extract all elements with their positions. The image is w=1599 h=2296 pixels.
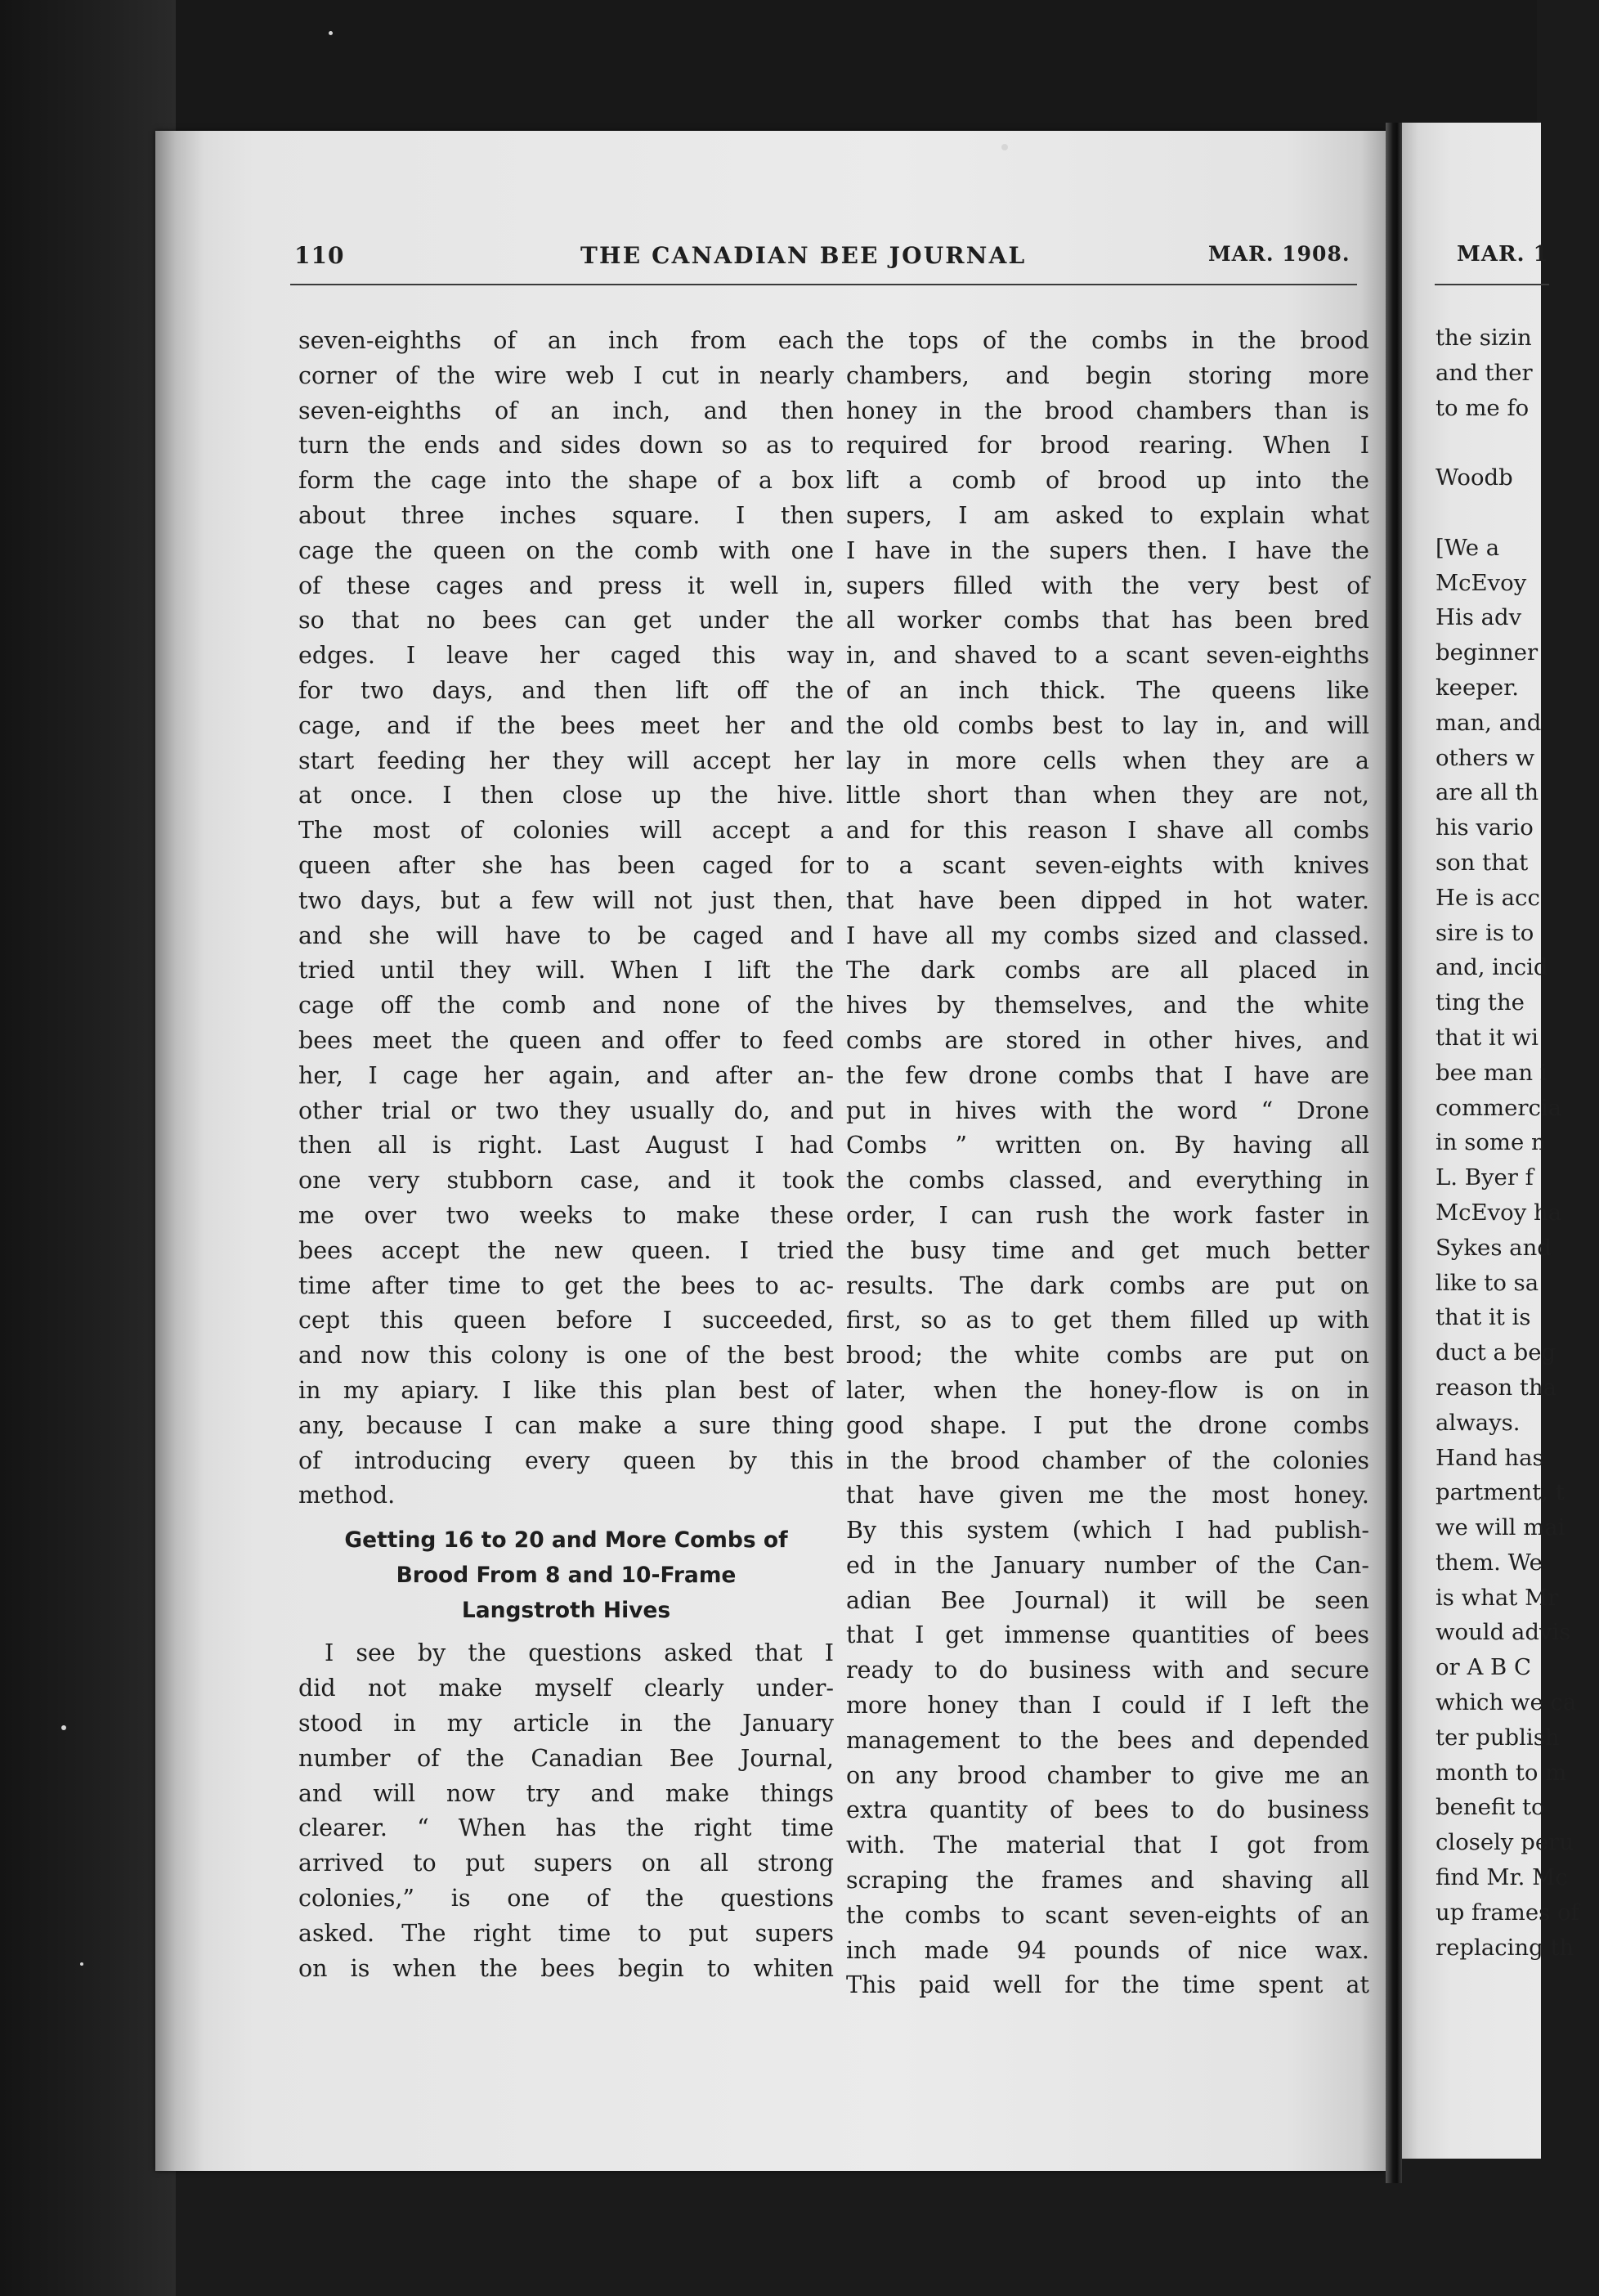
text-line: combs are stored in other hives, and [846,1026,1369,1054]
text-line: chambers, and begin storing more [846,361,1369,389]
facing-page-line: son that [1436,849,1529,876]
text-line: of introducing every queen by this [298,1446,834,1474]
facing-page-column [1436,321,1599,1965]
text-line: the combs classed, and everything in [846,1167,1369,1195]
text-line: supers, I am asked to explain what [846,501,1369,529]
facing-page-line: others w [1436,744,1535,771]
scanner-background-left [0,0,176,2296]
text-line: I have all my combs sized and classed. [846,922,1369,949]
text-line: Combs ” written on. By having all [846,1132,1369,1159]
text-line: results. The dark combs are put on [846,1271,1369,1299]
facing-page-line: sire is to [1436,919,1534,946]
text-line: lift a comb of brood up into the [846,467,1369,495]
facing-page-line: them. We [1436,1549,1543,1576]
text-line: number of the Canadian Bee Journal, [298,1744,834,1772]
facing-page-line: reason tha [1436,1374,1557,1401]
text-line: in the brood chamber of the colonies [846,1446,1369,1474]
text-line: I see by the questions asked that I [325,1639,834,1667]
facing-page-line: replacing th [1436,1934,1574,1961]
text-line: in my apiary. I like this plan best of [298,1376,834,1404]
facing-page-line: is what Mr [1436,1584,1559,1611]
text-line: ed in the January number of the Can- [846,1551,1369,1579]
text-line: on is when the bees begin to whiten [298,1954,834,1982]
facing-page-line: ter publish [1436,1724,1560,1751]
text-line: her, I cage her again, and after an- [298,1061,834,1089]
text-line: the tops of the combs in the brood [846,327,1369,354]
section-heading-line: Langstroth Hives [461,1597,671,1623]
text-line: the combs to scant seven-eights of an [846,1901,1369,1929]
facing-page-line: which we ca [1436,1689,1577,1716]
text-line: honey in the brood chambers than is [846,397,1369,424]
text-line: supers filled with the very best of [846,572,1369,599]
facing-page-line: that it wi [1436,1024,1539,1051]
text-line: the busy time and get much better [846,1236,1369,1264]
journal-title: THE CANADIAN BEE JOURNAL [580,242,1027,269]
text-line: turn the ends and sides down so as to [298,432,834,460]
facing-page-line: find Mr. Mc [1436,1864,1568,1891]
facing-page-line: closely peru [1436,1829,1574,1856]
dust-speck [1001,144,1008,150]
text-line: required for brood rearing. When I [846,432,1369,460]
text-line: that I get immense quantities of bees [846,1621,1369,1649]
text-line: queen after she has been caged for [298,851,834,879]
text-line: little short than when they are not, [846,782,1369,809]
text-line: for two days, and then lift off the [298,676,834,704]
facing-page-line: would advis [1436,1619,1571,1646]
facing-page-line: L. Byer f [1436,1164,1534,1191]
text-line: asked. The right time to put supers [298,1919,834,1947]
text-line: method. [298,1482,396,1509]
facing-page-line: ting the [1436,989,1525,1016]
facing-page-line: bee man i [1436,1059,1547,1086]
text-line: that have given me the most honey. [846,1482,1369,1509]
text-line: cage off the comb and none of the [298,992,834,1020]
text-line: then all is right. Last August I had [298,1132,834,1159]
facing-page-line: McEvoy [1436,569,1527,596]
facing-page-line: beginner [1436,639,1539,666]
text-line: with. The material that I got from [846,1832,1369,1859]
text-line: clearer. “ When has the right time [298,1814,834,1842]
text-line: start feeding her they will accept her [298,747,834,774]
text-line: tried until they will. When I lift the [298,957,834,984]
text-line: corner of the wire web I cut in nearly [298,361,834,389]
text-line: management to the bees and depended [846,1726,1369,1754]
dust-speck [329,31,333,35]
text-line: arrived to put supers on all strong [298,1850,834,1877]
facing-page-line: [We a [1436,534,1500,561]
text-line: the few drone combs that I have are [846,1061,1369,1089]
text-line: and for this reason I shave all combs [846,817,1369,845]
facing-page-line: that it is [1436,1304,1531,1331]
text-line: adian Bee Journal) it will be seen [846,1586,1369,1614]
facing-page-line: commercia [1436,1094,1562,1121]
text-line: on any brood chamber to give me an [846,1761,1369,1789]
text-line: did not make myself clearly under- [298,1675,834,1702]
facing-page-line [1436,425,1599,460]
text-line: and she will have to be caged and [298,922,834,949]
text-line: to a scant seven-eights with knives [846,851,1369,879]
issue-date: MAR. 1908. [1208,242,1350,266]
text-line: about three inches square. I then [298,501,834,529]
facing-page-line: in some n [1436,1129,1546,1156]
facing-page-line: Sykes and [1436,1234,1552,1261]
text-line: The dark combs are all placed in [846,957,1369,984]
left-column [298,324,834,1986]
text-line: at once. I then close up the hive. [298,782,834,809]
facing-page-line: Hand has [1436,1444,1544,1471]
facing-page-line: are all th [1436,779,1539,806]
facing-page-line [1436,496,1599,531]
text-line: By this system (which I had publish- [846,1517,1369,1545]
facing-page-line: McEvoy ha [1436,1199,1562,1226]
right-column [846,324,1369,2003]
text-line: lay in more cells when they are a [846,747,1369,774]
text-line: brood; the white combs are put on [846,1342,1369,1370]
text-line: extra quantity of bees to do business [846,1796,1369,1824]
facing-page-line: duct a beg [1436,1339,1556,1366]
text-line: put in hives with the word “ Drone [846,1096,1369,1124]
text-line: The most of colonies will accept a [298,817,834,845]
text-line: the old combs best to lay in, and will [846,711,1369,739]
text-line: all worker combs that has been bred [846,607,1369,635]
text-line: bees meet the queen and offer to feed [298,1026,834,1054]
text-line: edges. I leave her caged this way [298,642,834,670]
text-line: I have in the supers then. I have the [846,536,1369,564]
text-line: form the cage into the shape of a box [298,467,834,495]
header-rule [290,284,1357,285]
facing-page-header: MAR. 1 [1457,242,1549,267]
text-line: and will now try and make things [298,1779,834,1807]
facing-page-line: or A B C [1436,1654,1532,1681]
facing-page-line: partment, t [1436,1479,1565,1506]
article-paragraph-continued [298,324,834,1513]
facing-page-line: his vario [1436,814,1534,841]
facing-page-line: keeper. [1436,674,1519,701]
section-heading [298,1523,834,1628]
text-line: time after time to get the bees to ac- [298,1271,834,1299]
facing-page-line: He is acc [1436,884,1540,911]
facing-page-line: Woodb [1436,464,1513,491]
text-line: hives by themselves, and the white [846,992,1369,1020]
text-line: cept this queen before I succeeded, [298,1307,834,1334]
text-line: one very stubborn case, and it took [298,1167,834,1195]
text-line: stood in my article in the January [298,1710,834,1738]
facing-page-line: His adv [1436,604,1522,631]
page-number: 110 [294,242,345,269]
article-paragraph [298,1636,834,1986]
facing-page-line: up frames of [1436,1899,1579,1926]
text-line: two days, but a few will not just then, [298,886,834,914]
text-line: ready to do business with and secure [846,1657,1369,1684]
dust-speck [61,1725,66,1730]
facing-page [1402,123,1579,2159]
text-line: cage, and if the bees meet her and [298,711,834,739]
text-line: of an inch thick. The queens like [846,676,1369,704]
text-line: bees accept the new queen. I tried [298,1236,834,1264]
facing-page-line: benefit to [1436,1794,1545,1821]
text-line: colonies,” is one of the questions [298,1885,834,1913]
text-line: later, when the honey-flow is on in [846,1376,1369,1404]
text-line: scraping the frames and shaving all [846,1867,1369,1895]
facing-page-header-rule [1435,284,1549,285]
facing-page-line: the sizin [1436,325,1532,351]
text-line: other trial or two they usually do, and [298,1096,834,1124]
facing-page-line: to me fo [1436,394,1530,421]
facing-page-line: month to m [1436,1759,1567,1786]
text-line: cage the queen on the comb with one [298,536,834,564]
text-line: more honey than I could if I left the [846,1692,1369,1720]
facing-page-line: and ther [1436,359,1533,386]
text-line: and now this colony is one of the best [298,1342,834,1370]
text-line: inch made 94 pounds of nice wax. [846,1936,1369,1964]
text-line: good shape. I put the drone combs [846,1411,1369,1439]
scanner-background-top [0,0,1537,131]
text-line: that have been dipped in hot water. [846,886,1369,914]
section-heading-line: Getting 16 to 20 and More Combs of [344,1527,788,1554]
text-line: in, and shaved to a scant seven-eighths [846,642,1369,670]
section-heading-line: Brood From 8 and 10-Frame [396,1562,737,1588]
text-line: seven-eighths of an inch from each [298,327,834,354]
text-line: This paid well for the time spent at [846,1971,1369,1999]
text-line: first, so as to get them filled up with [846,1307,1369,1334]
text-line: any, because I can make a sure thing [298,1411,834,1439]
text-line: of these cages and press it well in, [298,572,834,599]
facing-page-line: we will mai [1436,1514,1565,1541]
book-gutter [1386,123,1402,2183]
text-line: me over two weeks to make these [298,1201,834,1229]
facing-page-line: and, incid [1436,954,1548,981]
text-line: so that no bees can get under the [298,607,834,635]
text-line: order, I can rush the work faster in [846,1201,1369,1229]
facing-page-line: like to sa [1436,1269,1539,1296]
dust-speck [80,1962,83,1966]
facing-page-line: always. [1436,1409,1521,1436]
text-line: seven-eighths of an inch, and then [298,397,834,424]
facing-page-line: man, and [1436,709,1542,736]
